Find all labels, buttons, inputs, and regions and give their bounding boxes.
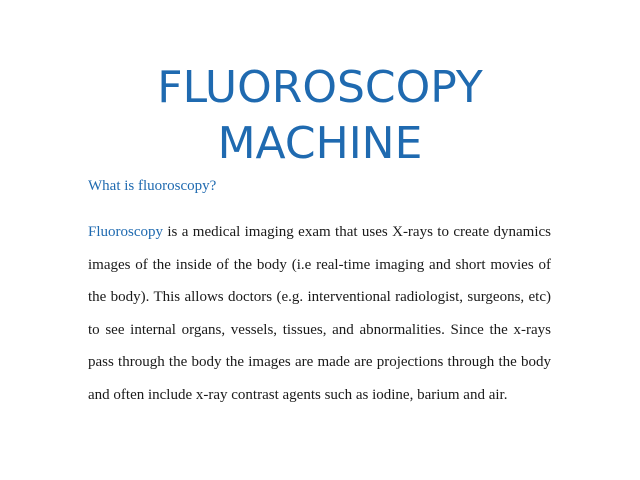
slide-title	[0, 60, 640, 172]
title-line-2: MACHINE	[217, 118, 423, 169]
paragraph-text: is a medical imaging exam that uses X-rays to create dynamics images of the inside of the body (i.e real-time imaging and short movies of the body). This allows doctors (e.g. interventional radiologist, surgeons, etc) to see internal organs, vessels, tissues, and abnormalities. Since the x-rays pass through the body the images are made are projections through the body and often include x-ray contrast agents such as iodine, barium and air.	[88, 224, 551, 403]
body-paragraph	[88, 216, 551, 412]
section-heading: What is fluoroscopy?	[88, 178, 217, 194]
title-line-1: FLUOROSCOPY	[157, 62, 483, 113]
highlighted-term: Fluoroscopy	[88, 224, 163, 240]
